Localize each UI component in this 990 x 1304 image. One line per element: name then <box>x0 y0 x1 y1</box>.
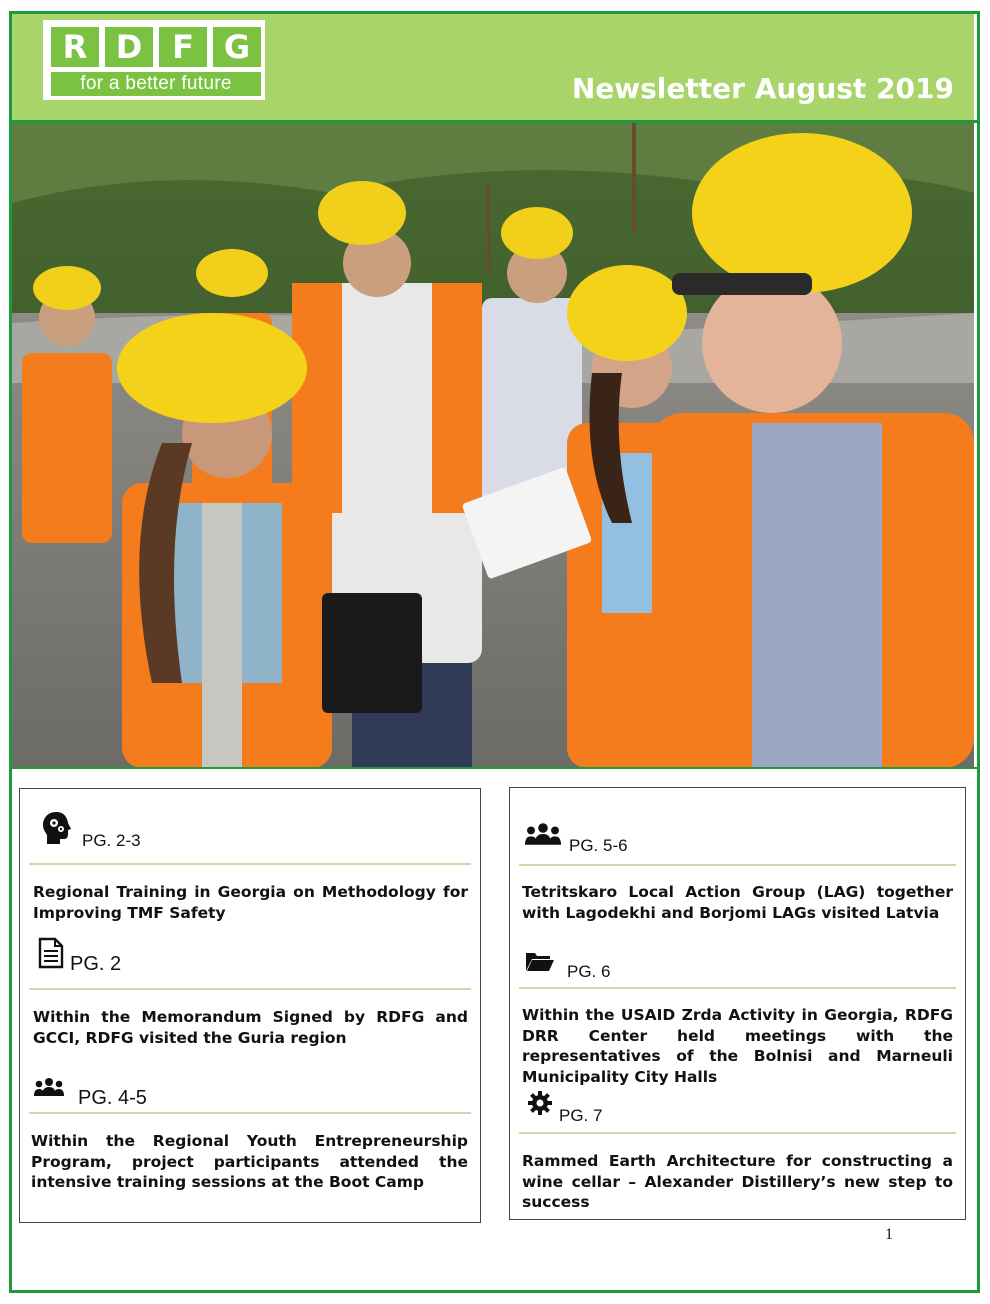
newsletter-title: Newsletter August 2019 <box>571 72 954 105</box>
logo-letter: R <box>51 27 99 67</box>
toc-entry-header <box>42 813 141 849</box>
toc-entry-header <box>525 948 611 981</box>
folder-icon <box>525 950 555 976</box>
toc-entry-title[interactable]: Within the Regional Youth Entrepreneurship Program, project participants attended the intensive training sessions at the Boot Camp <box>31 1132 468 1191</box>
logo-letters <box>51 27 261 67</box>
group-icon <box>34 1077 64 1101</box>
toc-right-box <box>509 787 966 1220</box>
toc-page-ref: PG. 2-3 <box>82 831 141 850</box>
toc-entry-header <box>525 820 628 855</box>
cover-photo <box>12 123 974 768</box>
logo-letter: D <box>105 27 153 67</box>
toc-entry-header <box>34 1071 147 1109</box>
toc-page-ref: PG. 5-6 <box>569 836 628 855</box>
toc-page-ref: PG. 2 <box>70 953 122 975</box>
toc-page-ref: PG. 6 <box>567 962 611 981</box>
toc-entry-title[interactable]: Within the Memorandum Signed by RDFG and GCCI, RDFG visited the Guria region <box>33 1008 468 1047</box>
toc-rule <box>519 864 956 866</box>
head-gears-icon <box>42 811 72 849</box>
toc-left-box <box>19 788 481 1223</box>
toc-rule <box>519 1132 956 1134</box>
toc-rule <box>29 1112 471 1114</box>
toc-page-ref: PG. 4-5 <box>78 1087 147 1109</box>
logo-letter: F <box>159 27 207 67</box>
toc-entry-header <box>38 941 121 973</box>
toc-page-ref: PG. 7 <box>559 1106 603 1125</box>
gear-icon <box>527 1090 553 1120</box>
document-icon <box>38 937 64 973</box>
toc-entry-title[interactable]: Tetritskaro Local Action Group (LAG) together with Lagodekhi and Borjomi LAGs visited Latvia <box>522 883 953 922</box>
photo-divider <box>9 767 977 769</box>
toc-entry-title[interactable]: Rammed Earth Architecture for constructing a wine cellar – Alexander Distillery’s new step to success <box>522 1152 953 1211</box>
toc-entry-header <box>527 1090 603 1125</box>
toc-rule <box>29 863 471 865</box>
logo-letter: G <box>213 27 261 67</box>
page-number: 1 <box>885 1226 893 1243</box>
logo-tagline: for a better future <box>51 72 261 96</box>
group-icon <box>525 822 561 850</box>
toc-entry-title[interactable]: Within the USAID Zrda Activity in Georgia, RDFG DRR Center held meetings with the representatives of the Bolnisi and Marneuli Municipality City Halls <box>522 1006 953 1086</box>
toc-rule <box>29 988 471 990</box>
toc-rule <box>519 987 956 989</box>
rdfg-logo <box>43 20 265 100</box>
toc-entry-title[interactable]: Regional Training in Georgia on Methodology for Improving TMF Safety <box>33 883 468 922</box>
